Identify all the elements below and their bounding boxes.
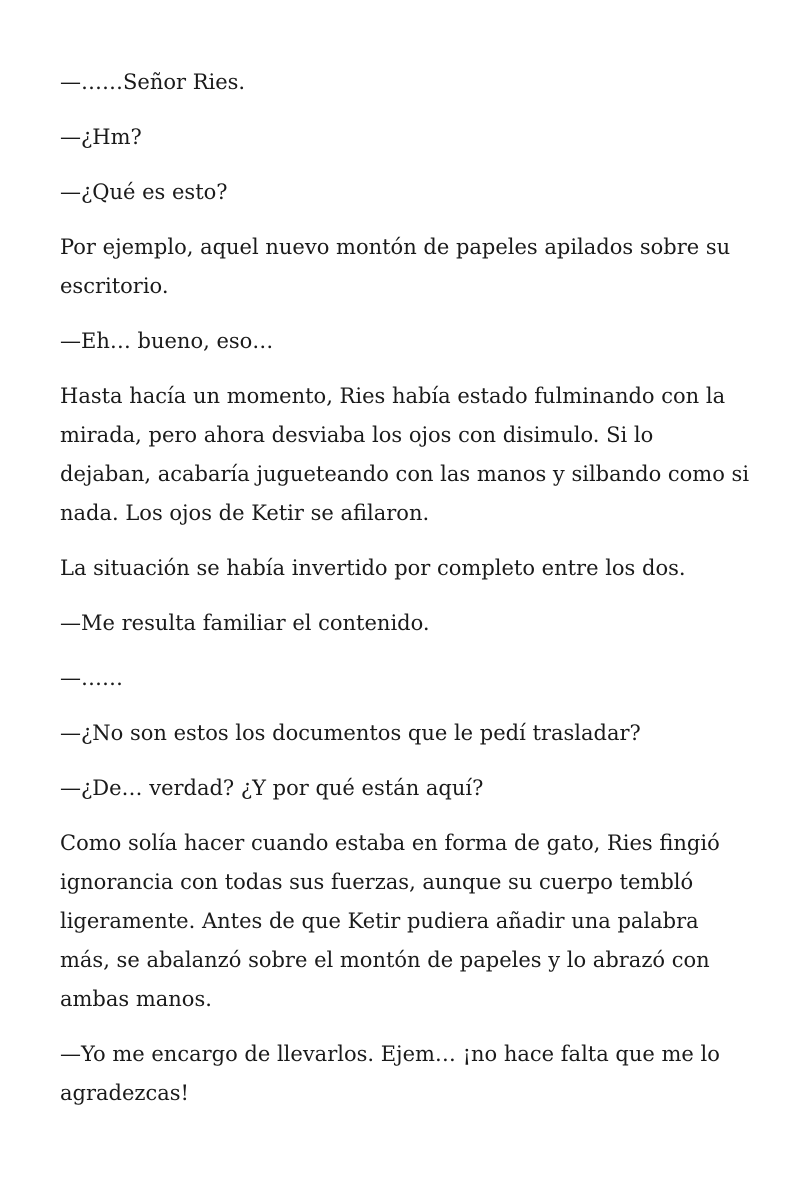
paragraph: —…… [60,666,123,690]
paragraph: Hasta hacía un momento, Ries había estado fulminando con la mirada, pero ahora desviaba los ojos con disimulo. Si lo dejaban, acabaría jugueteando con las manos y silbando como si nada. Los ojos de Ketir se afilaron. [60,384,750,525]
paragraph: —¿No son estos los documentos que le pedí trasladar? [60,721,641,745]
paragraph: —Yo me encargo de llevarlos. Ejem… ¡no hace falta que me lo agradezcas! [60,1042,720,1105]
paragraph: —¿Qué es esto? [60,180,228,204]
paragraph: —Me resulta familiar el contenido. [60,611,430,635]
paragraph: —¿Hm? [60,125,142,149]
paragraph: Como solía hacer cuando estaba en forma de gato, Ries fingió ignorancia con todas sus fuerzas, aunque su cuerpo tembló ligeramente. Antes de que Ketir pudiera añadir una palabra más, se abalanzó sobre el montón de papeles y lo abrazó con ambas manos. [60,831,720,1011]
paragraph: —¿De… verdad? ¿Y por qué están aquí? [60,776,484,800]
paragraph: —……Señor Ries. [60,70,246,94]
paragraph: La situación se había invertido por completo entre los dos. [60,556,686,580]
paragraph: —Eh… bueno, eso… [60,329,274,353]
document-page [60,63,750,1129]
paragraph: Por ejemplo, aquel nuevo montón de papeles apilados sobre su escritorio. [60,235,731,298]
